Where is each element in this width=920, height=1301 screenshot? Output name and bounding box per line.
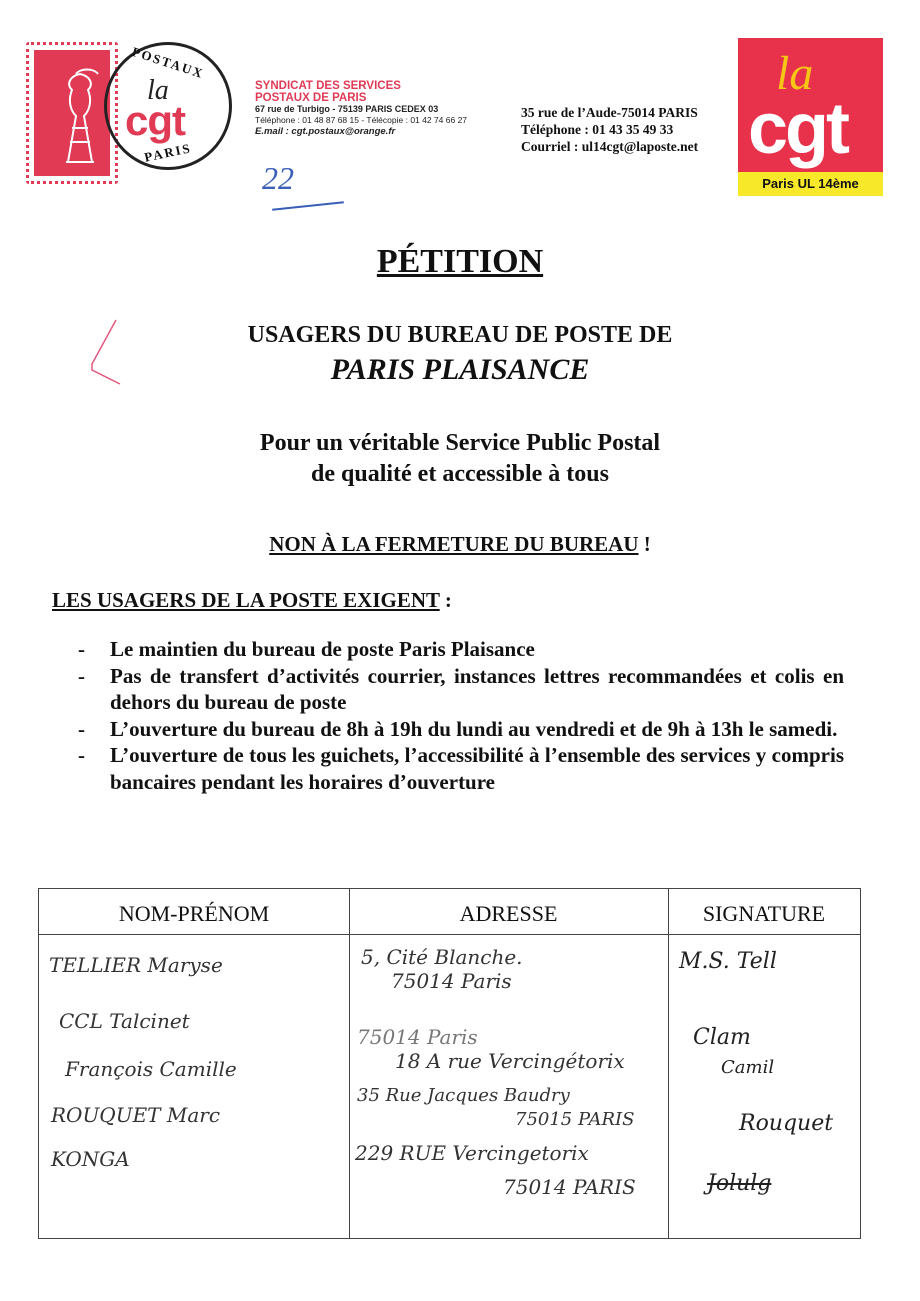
handwritten-underline [272,201,344,211]
bullet: - [78,743,85,767]
signer-address: 5, Cité Blanche. [361,945,523,969]
slogan-suffix: ! [638,532,651,556]
demand-item [78,636,844,663]
demand-text: L’ouverture de tous les guichets, l’accessibilité à l’ensemble des services y compris bancaires pendant les horaires d’ouverture [110,743,844,794]
bullet: - [78,716,85,741]
ul-email: Courriel : ul14cgt@laposte.net [521,139,699,154]
eiffel-tower-icon [50,66,110,178]
union-address: 67 rue de Turbigo - 75139 PARIS CEDEX 03 [255,104,439,114]
signature: Rouquet [739,1111,834,1136]
signature: Jolulg [707,1171,772,1196]
union-name-line1: SYNDICAT DES SERVICES [255,80,401,92]
slogan [0,532,920,557]
column-divider [668,889,669,1238]
signer-address: 35 Rue Jacques Baudry [357,1085,570,1106]
signer-name: KONGA [51,1147,130,1171]
handwritten-page-number: 22 [262,160,294,196]
demands-heading-suffix: : [439,588,452,612]
column-header-name: NOM-PRÉNOM [39,889,349,935]
signer-address: 75014 Paris [391,969,512,993]
demands-heading-text: LES USAGERS DE LA POSTE EXIGENT [52,588,440,612]
demand-item [78,716,844,743]
demand-text: L’ouverture du bureau de 8h à 19h du lundi au vendredi et de 9h à 13h le samedi. [110,716,838,741]
union-contact-block [255,80,467,137]
signer-name: ROUQUET Marc [51,1103,221,1127]
slogan-text: NON À LA FERMETURE DU BUREAU [269,532,639,556]
signer-address: 75014 PARIS [503,1175,636,1199]
column-divider [349,889,350,1238]
ul-phone: Téléphone : 01 43 35 49 33 [521,122,674,137]
cgt-ul14-logo [738,38,883,196]
postmark-cgt: cgt [125,97,185,144]
bullet: - [78,663,85,688]
signature-table [38,888,861,1239]
tagline [0,428,920,490]
tagline-line2: de qualité et accessible à tous [311,461,609,487]
page-title: PÉTITION [376,243,544,280]
ul-address: 35 rue de l’Aude-75014 PARIS [521,105,698,120]
ul-contact-block [521,104,698,155]
signature: Clam [693,1025,751,1050]
bullet: - [78,637,85,661]
subtitle-line1: USAGERS DU BUREAU DE POSTE DE [247,322,673,348]
signer-address: 75014 Paris [357,1025,478,1049]
demand-item [78,742,844,795]
union-name-line2: POSTAUX DE PARIS [255,92,367,104]
postmark-la: la [147,75,169,106]
postaux-postmark-logo [104,42,232,170]
union-phones: Téléphone : 01 48 87 68 15 - Télécopie : 01 42 74 66 27 [255,115,468,125]
signer-name: CCL Talcinet [59,1009,190,1033]
subtitle-line2: PARIS PLAISANCE [330,353,590,386]
tagline-line1: Pour un véritable Service Public Postal [259,430,661,456]
signer-address: 229 RUE Vercingetorix [355,1141,589,1165]
signer-name: TELLIER Maryse [49,953,223,977]
signature: Camil [721,1057,775,1078]
cgt-logo-la: la [776,47,814,100]
postmark-top-text: POSTAUX [130,43,207,82]
demands-list [78,636,844,795]
signer-name: François Camille [65,1057,237,1081]
cgt-logo-band: Paris UL 14ème [738,172,883,196]
demand-text: Le maintien du bureau de poste Paris Plaisance [110,637,535,661]
column-header-address: ADRESSE [349,889,668,935]
cgt-logo-text: cgt [748,89,847,169]
signature: M.S. Tell [679,949,777,974]
signer-address: 75015 PARIS [515,1109,635,1130]
demand-text: Pas de transfert d’activités courrier, instances lettres recommandées et colis en dehors du bureau de poste [110,663,844,714]
column-header-signature: SIGNATURE [668,889,860,935]
union-email: E.mail : cgt.postaux@orange.fr [255,126,396,137]
demand-item [78,663,844,716]
postmark-bottom-text: PARIS [142,140,193,165]
demands-heading [52,588,452,613]
signer-address: 18 A rue Vercingétorix [395,1049,625,1073]
